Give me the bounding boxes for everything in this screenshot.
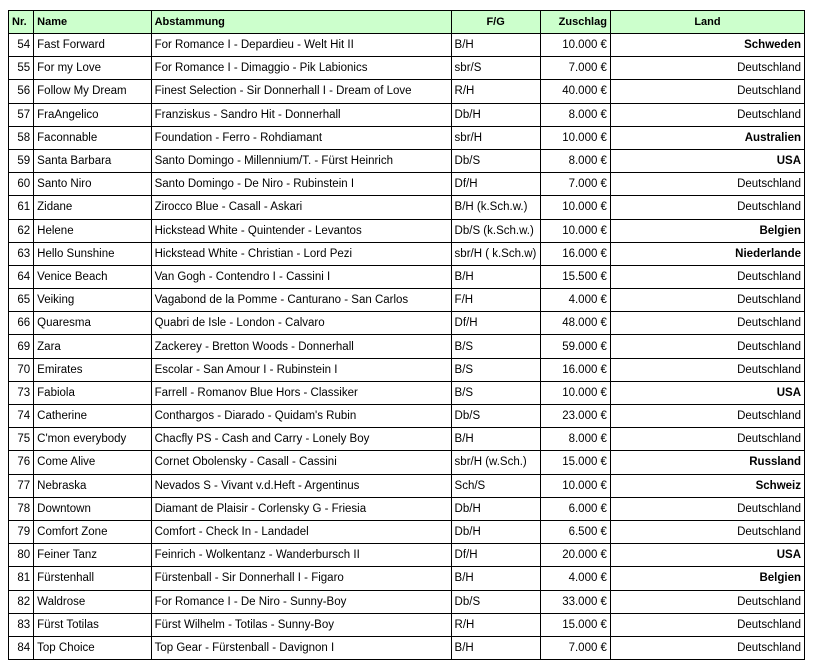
cell-nr: 77 [9,474,34,497]
table-row [9,103,805,126]
cell-land: Deutschland [610,57,804,80]
cell-name: Fürst Totilas [34,613,151,636]
cell-nr: 76 [9,451,34,474]
cell-abstammung: Zackerey - Bretton Woods - Donnerhall [151,335,451,358]
cell-nr: 66 [9,312,34,335]
cell-fg: B/H [451,265,540,288]
cell-name: For my Love [34,57,151,80]
table-row [9,149,805,172]
cell-land: Deutschland [610,103,804,126]
cell-zuschlag: 48.000 € [540,312,610,335]
cell-zuschlag: 15.500 € [540,265,610,288]
cell-zuschlag: 16.000 € [540,242,610,265]
cell-abstammung: Diamant de Plaisir - Corlensky G - Friesia [151,497,451,520]
cell-zuschlag: 16.000 € [540,358,610,381]
cell-name: Catherine [34,405,151,428]
cell-zuschlag: 10.000 € [540,381,610,404]
cell-zuschlag: 15.000 € [540,451,610,474]
cell-abstammung: For Romance I - De Niro - Sunny-Boy [151,590,451,613]
table-row [9,196,805,219]
cell-land: Deutschland [610,265,804,288]
cell-abstammung: Santo Domingo - De Niro - Rubinstein I [151,173,451,196]
cell-abstammung: Quabri de Isle - London - Calvaro [151,312,451,335]
cell-land: Schweiz [610,474,804,497]
cell-fg: B/S [451,381,540,404]
cell-fg: Df/H [451,173,540,196]
cell-nr: 57 [9,103,34,126]
table-row [9,520,805,543]
table-row [9,80,805,103]
cell-abstammung: Escolar - San Amour I - Rubinstein I [151,358,451,381]
table-row [9,57,805,80]
cell-name: Top Choice [34,636,151,659]
cell-zuschlag: 10.000 € [540,474,610,497]
cell-nr: 56 [9,80,34,103]
cell-name: Zara [34,335,151,358]
header-fg: F/G [451,11,540,34]
cell-land: Niederlande [610,242,804,265]
cell-nr: 64 [9,265,34,288]
cell-fg: Db/H [451,103,540,126]
cell-name: Zidane [34,196,151,219]
cell-fg: B/H [451,567,540,590]
cell-nr: 58 [9,126,34,149]
table-row [9,497,805,520]
cell-abstammung: Franziskus - Sandro Hit - Donnerhall [151,103,451,126]
table-row [9,335,805,358]
cell-abstammung: Hickstead White - Quintender - Levantos [151,219,451,242]
cell-nr: 62 [9,219,34,242]
cell-name: Comfort Zone [34,520,151,543]
cell-nr: 83 [9,613,34,636]
cell-fg: B/H (k.Sch.w.) [451,196,540,219]
cell-fg: Db/H [451,520,540,543]
cell-land: Australien [610,126,804,149]
cell-name: Venice Beach [34,265,151,288]
cell-fg: Sch/S [451,474,540,497]
table-row [9,451,805,474]
cell-name: C'mon everybody [34,428,151,451]
cell-name: Fabiola [34,381,151,404]
cell-abstammung: Finest Selection - Sir Donnerhall I - Dream of Love [151,80,451,103]
cell-zuschlag: 7.000 € [540,636,610,659]
cell-fg: Db/S [451,590,540,613]
cell-zuschlag: 33.000 € [540,590,610,613]
cell-name: Helene [34,219,151,242]
cell-nr: 65 [9,289,34,312]
cell-fg: B/H [451,34,540,57]
cell-land: Deutschland [610,520,804,543]
cell-nr: 63 [9,242,34,265]
table-row [9,265,805,288]
cell-zuschlag: 6.500 € [540,520,610,543]
cell-land: Russland [610,451,804,474]
cell-land: Deutschland [610,405,804,428]
cell-name: Feiner Tanz [34,544,151,567]
table-body [9,34,805,660]
cell-fg: B/H [451,636,540,659]
table-row [9,126,805,149]
cell-name: Come Alive [34,451,151,474]
cell-fg: Db/S [451,405,540,428]
cell-name: Quaresma [34,312,151,335]
cell-zuschlag: 8.000 € [540,103,610,126]
cell-abstammung: Fürstenball - Sir Donnerhall I - Figaro [151,567,451,590]
cell-nr: 59 [9,149,34,172]
cell-fg: sbr/H (w.Sch.) [451,451,540,474]
cell-name: Santo Niro [34,173,151,196]
cell-fg: sbr/S [451,57,540,80]
cell-land: Deutschland [610,312,804,335]
cell-land: Schweden [610,34,804,57]
cell-nr: 82 [9,590,34,613]
cell-nr: 69 [9,335,34,358]
cell-land: Deutschland [610,590,804,613]
cell-abstammung: Zirocco Blue - Casall - Askari [151,196,451,219]
cell-nr: 70 [9,358,34,381]
cell-fg: Db/H [451,497,540,520]
cell-abstammung: Fürst Wilhelm - Totilas - Sunny-Boy [151,613,451,636]
cell-land: Deutschland [610,335,804,358]
table-row [9,34,805,57]
cell-abstammung: Vagabond de la Pomme - Canturano - San Carlos [151,289,451,312]
cell-abstammung: Comfort - Check In - Landadel [151,520,451,543]
table-row [9,381,805,404]
cell-land: Deutschland [610,173,804,196]
cell-abstammung: Farrell - Romanov Blue Hors - Classiker [151,381,451,404]
cell-land: Deutschland [610,289,804,312]
cell-abstammung: Santo Domingo - Millennium/T. - Fürst Heinrich [151,149,451,172]
cell-name: Fast Forward [34,34,151,57]
cell-nr: 60 [9,173,34,196]
cell-fg: sbr/H ( k.Sch.w) [451,242,540,265]
cell-land: Deutschland [610,636,804,659]
table-row [9,312,805,335]
cell-zuschlag: 7.000 € [540,57,610,80]
cell-nr: 55 [9,57,34,80]
cell-zuschlag: 7.000 € [540,173,610,196]
cell-nr: 73 [9,381,34,404]
cell-nr: 61 [9,196,34,219]
cell-name: Emirates [34,358,151,381]
cell-abstammung: Nevados S - Vivant v.d.Heft - Argentinus [151,474,451,497]
cell-abstammung: Foundation - Ferro - Rohdiamant [151,126,451,149]
table-row [9,567,805,590]
cell-nr: 75 [9,428,34,451]
cell-name: FraAngelico [34,103,151,126]
cell-zuschlag: 8.000 € [540,149,610,172]
table-row [9,173,805,196]
header-zuschlag: Zuschlag [540,11,610,34]
cell-fg: sbr/H [451,126,540,149]
header-abstammung: Abstammung [151,11,451,34]
cell-fg: F/H [451,289,540,312]
cell-fg: Df/H [451,544,540,567]
cell-abstammung: For Romance I - Depardieu - Welt Hit II [151,34,451,57]
cell-name: Follow My Dream [34,80,151,103]
cell-zuschlag: 15.000 € [540,613,610,636]
cell-nr: 74 [9,405,34,428]
cell-name: Faconnable [34,126,151,149]
cell-fg: Db/S [451,149,540,172]
cell-nr: 81 [9,567,34,590]
cell-zuschlag: 6.000 € [540,497,610,520]
cell-abstammung: Cornet Obolensky - Casall - Cassini [151,451,451,474]
table-row [9,613,805,636]
cell-abstammung: For Romance I - Dimaggio - Pik Labionics [151,57,451,80]
cell-land: Deutschland [610,428,804,451]
cell-abstammung: Van Gogh - Contendro I - Cassini I [151,265,451,288]
cell-name: Waldrose [34,590,151,613]
table-row [9,428,805,451]
cell-land: Deutschland [610,497,804,520]
header-nr: Nr. [9,11,34,34]
cell-zuschlag: 10.000 € [540,219,610,242]
table-row [9,242,805,265]
cell-fg: B/S [451,358,540,381]
table-row [9,636,805,659]
cell-name: Hello Sunshine [34,242,151,265]
cell-zuschlag: 4.000 € [540,289,610,312]
cell-fg: B/S [451,335,540,358]
cell-nr: 78 [9,497,34,520]
cell-name: Veiking [34,289,151,312]
cell-nr: 84 [9,636,34,659]
cell-land: Belgien [610,567,804,590]
cell-land: Deutschland [610,80,804,103]
header-row [9,11,805,34]
cell-zuschlag: 8.000 € [540,428,610,451]
cell-abstammung: Hickstead White - Christian - Lord Pezi [151,242,451,265]
cell-land: Deutschland [610,613,804,636]
cell-fg: Db/S (k.Sch.w.) [451,219,540,242]
cell-fg: B/H [451,428,540,451]
table-row [9,405,805,428]
cell-fg: R/H [451,80,540,103]
cell-abstammung: Chacfly PS - Cash and Carry - Lonely Boy [151,428,451,451]
cell-fg: Df/H [451,312,540,335]
cell-zuschlag: 10.000 € [540,126,610,149]
cell-name: Nebraska [34,474,151,497]
cell-nr: 79 [9,520,34,543]
table-row [9,219,805,242]
table-row [9,544,805,567]
cell-land: Deutschland [610,358,804,381]
cell-name: Santa Barbara [34,149,151,172]
auction-results-table [8,10,805,660]
table-row [9,474,805,497]
cell-land: Belgien [610,219,804,242]
cell-zuschlag: 4.000 € [540,567,610,590]
cell-nr: 54 [9,34,34,57]
cell-zuschlag: 40.000 € [540,80,610,103]
cell-name: Fürstenhall [34,567,151,590]
cell-zuschlag: 20.000 € [540,544,610,567]
cell-fg: R/H [451,613,540,636]
cell-name: Downtown [34,497,151,520]
cell-zuschlag: 10.000 € [540,196,610,219]
cell-abstammung: Conthargos - Diarado - Quidam's Rubin [151,405,451,428]
cell-land: USA [610,149,804,172]
cell-zuschlag: 10.000 € [540,34,610,57]
table-row [9,289,805,312]
cell-land: USA [610,544,804,567]
header-land: Land [610,11,804,34]
cell-zuschlag: 59.000 € [540,335,610,358]
cell-abstammung: Top Gear - Fürstenball - Davignon I [151,636,451,659]
table-row [9,590,805,613]
cell-land: Deutschland [610,196,804,219]
cell-nr: 80 [9,544,34,567]
header-name: Name [34,11,151,34]
table-row [9,358,805,381]
cell-abstammung: Feinrich - Wolkentanz - Wanderbursch II [151,544,451,567]
cell-zuschlag: 23.000 € [540,405,610,428]
cell-land: USA [610,381,804,404]
